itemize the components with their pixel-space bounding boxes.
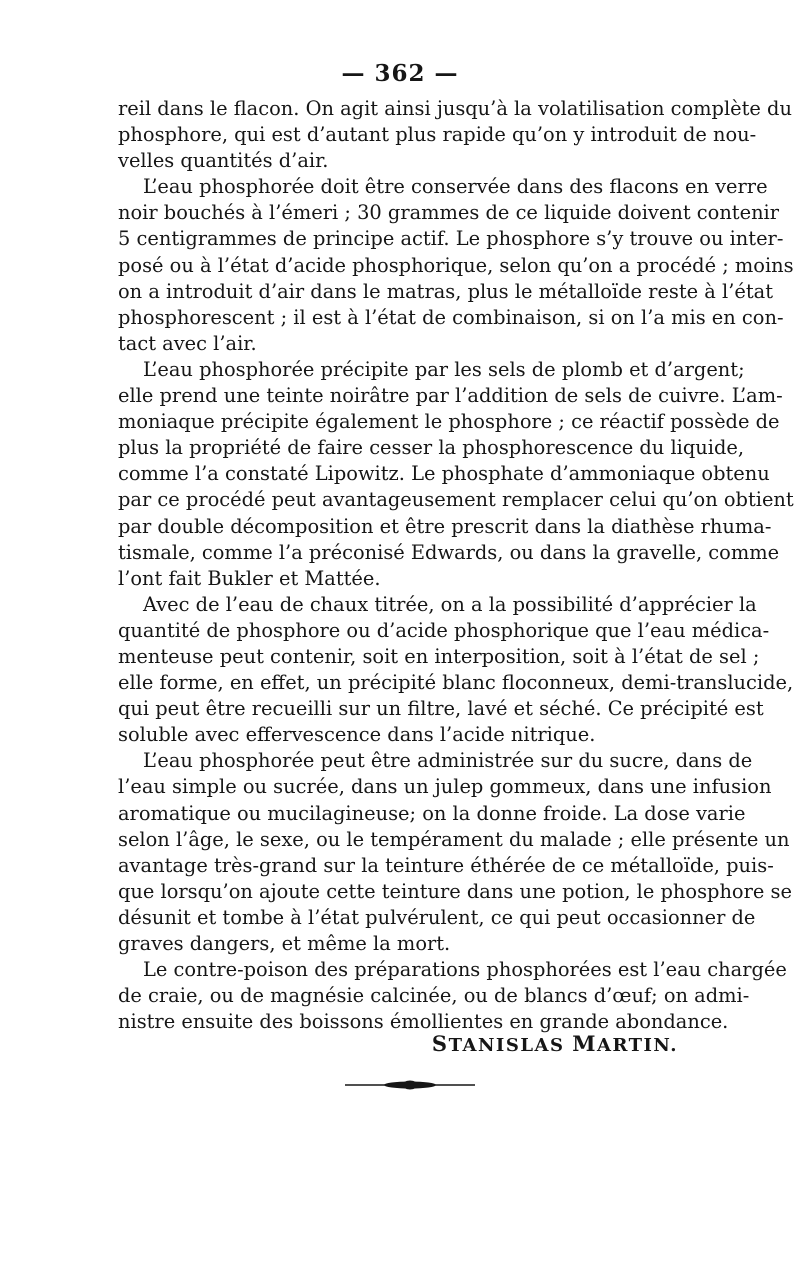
text-line: aromatique ou mucilagineuse; on la donne froide. La dose varie	[118, 801, 746, 825]
text-line: elle forme, en effet, un précipité blanc floconneux, demi-translucide,	[118, 671, 794, 695]
signature-last-name: ARTIN.	[597, 1035, 678, 1056]
text-line: phosphore, qui est d’autant plus rapide qu’on y introduit de nou-	[118, 123, 757, 147]
text-line: Le contre-poison des préparations phosphorées est l’eau chargée	[143, 958, 787, 982]
text-line: posé ou à l’état d’acide phosphorique, selon qu’on a procédé ; moins	[118, 253, 794, 277]
body-text	[118, 96, 794, 1035]
text-line: on a introduit d’air dans le matras, plus le métalloïde reste à l’état	[118, 279, 774, 303]
text-line: que lorsqu’on ajoute cette teinture dans une potion, le phosphore se	[118, 879, 792, 903]
text-line: avantage très-grand sur la teinture éthérée de ce métalloïde, puis-	[118, 853, 774, 877]
text-line: désunit et tombe à l’état pulvérulent, ce qui peut occasionner de	[118, 905, 756, 929]
text-line: reil dans le flacon. On agit ainsi jusqu’à la volatilisation complète du	[118, 97, 792, 120]
text-line: L’eau phosphorée précipite par les sels de plomb et d’argent;	[143, 357, 745, 381]
text-line: L’eau phosphorée peut être administrée sur du sucre, dans de	[143, 749, 753, 773]
page-number: — 362 —	[341, 60, 459, 87]
text-line: moniaque précipite également le phosphore ; ce réactif possède de	[118, 410, 780, 434]
text-line: Avec de l’eau de chaux titrée, on a la possibilité d’apprécier la	[143, 592, 757, 616]
author-signature	[0, 1031, 678, 1056]
text-line: graves dangers, et même la mort.	[118, 932, 451, 955]
text-line: menteuse peut contenir, soit en interposition, soit à l’état de sel ;	[118, 644, 760, 668]
text-line: tact avec l’air.	[118, 331, 257, 355]
text-line: selon l’âge, le sexe, ou le tempérament du malade ; elle présente un	[118, 827, 790, 851]
signature-initial-s: S	[431, 1031, 449, 1056]
text-line: L’eau phosphorée doit être conservée dans des flacons en verre	[143, 175, 768, 199]
text-line: 5 centigrammes de principe actif. Le phosphore s’y trouve ou inter-	[118, 227, 784, 251]
text-line: quantité de phosphore ou d’acide phosphorique que l’eau médica-	[118, 618, 770, 642]
signature-first-name: TANISLAS	[448, 1035, 565, 1056]
text-line: par double décomposition et être prescrit dans la diathèse rhuma-	[118, 514, 772, 538]
text-line: tismale, comme l’a préconisé Edwards, ou dans la gravelle, comme	[118, 540, 780, 564]
signature-initial-m: M	[572, 1031, 597, 1056]
text-line: soluble avec effervescence dans l’acide nitrique.	[118, 723, 596, 747]
text-line: l’ont fait Bukler et Mattée.	[118, 566, 381, 590]
text-line: noir bouchés à l’émeri ; 30 grammes de ce liquide doivent contenir	[118, 201, 780, 225]
text-line: elle prend une teinte noirâtre par l’addition de sels de cuivre. L’am-	[118, 384, 783, 408]
text-line: l’eau simple ou sucrée, dans un julep gommeux, dans une infusion	[118, 775, 772, 799]
text-line: phosphorescent ; il est à l’état de combinaison, si on l’a mis en con-	[118, 305, 784, 329]
text-line: velles quantités d’air.	[118, 149, 329, 173]
text-line: comme l’a constaté Lipowitz. Le phosphate d’ammoniaque obtenu	[118, 462, 770, 486]
text-line: nistre ensuite des boissons émollientes en grande abondance.	[118, 1010, 729, 1034]
text-line: de craie, ou de magnésie calcinée, ou de blancs d’œuf; on admi-	[118, 984, 750, 1008]
text-line: plus la propriété de faire cesser la phosphorescence du liquide,	[118, 436, 745, 460]
text-line: qui peut être recueilli sur un filtre, lavé et séché. Ce précipité est	[118, 697, 764, 721]
end-ornament	[345, 1080, 475, 1090]
text-line: par ce procédé peut avantageusement remplacer celui qu’on obtient	[118, 488, 794, 512]
